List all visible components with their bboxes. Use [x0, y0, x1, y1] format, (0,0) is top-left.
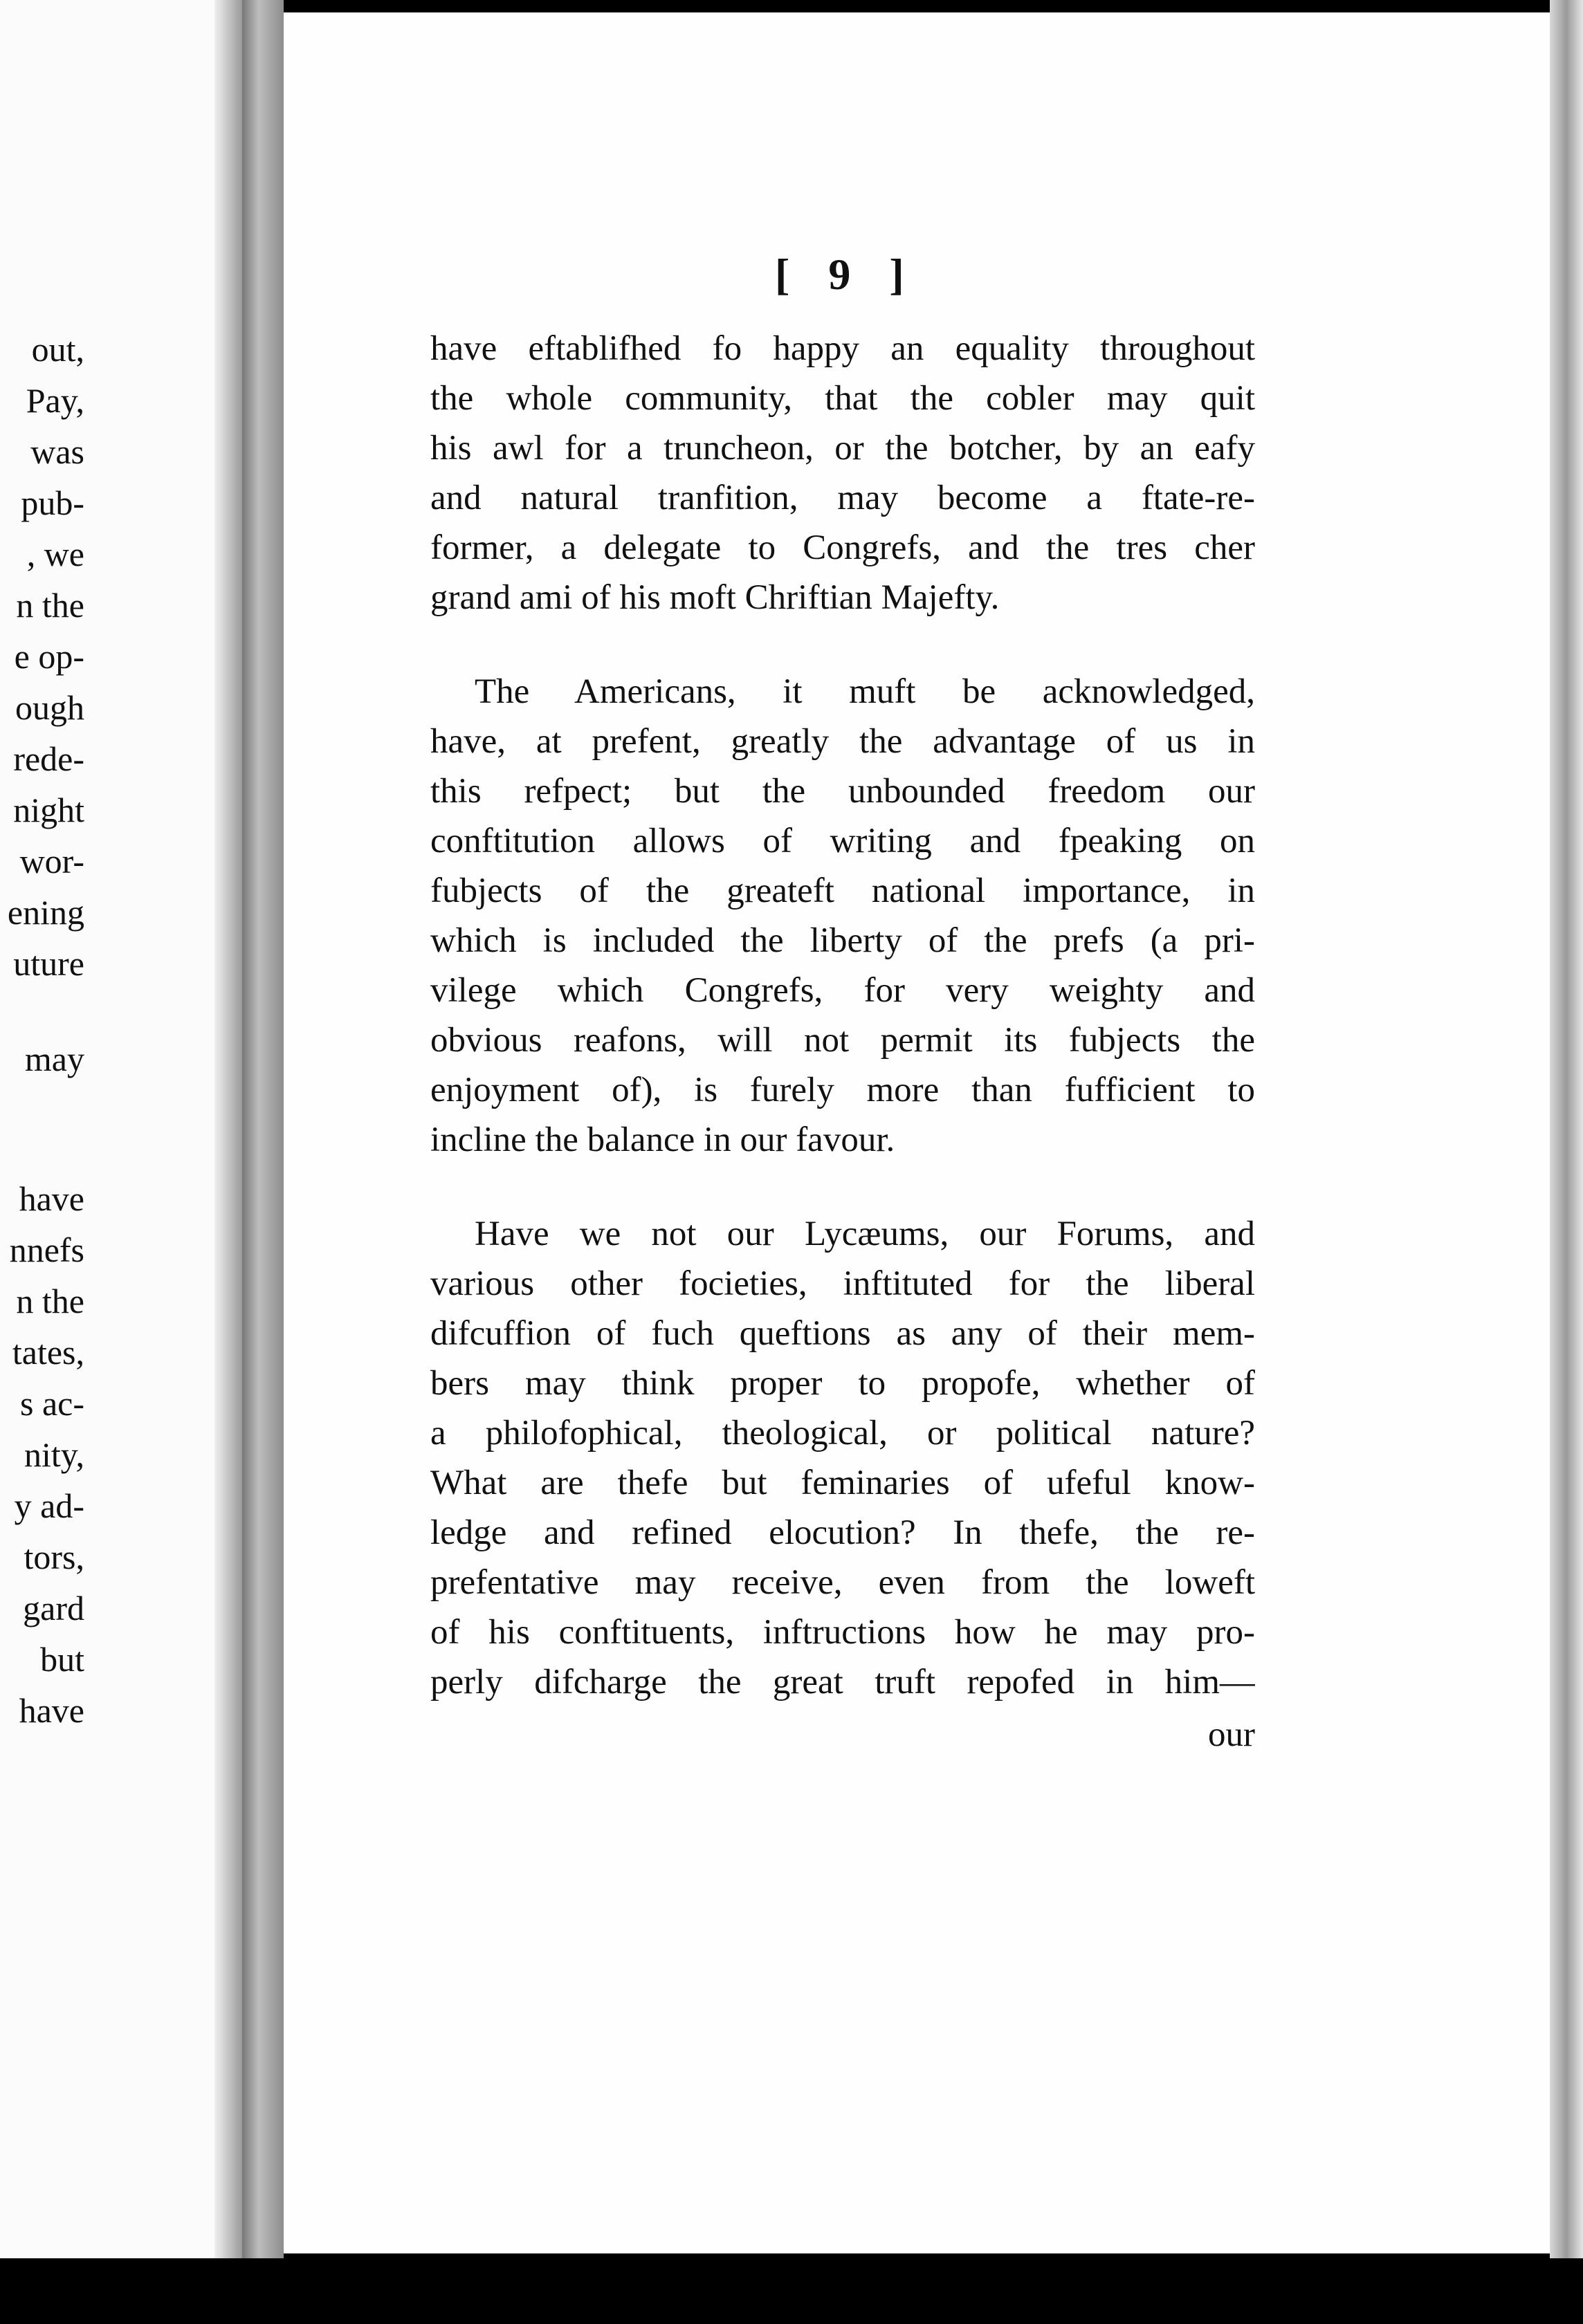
text-line: obvious reafons, will not permit its fubjects the	[430, 1021, 1255, 1060]
text-line: have, at prefent, greatly the advantage of us in	[430, 722, 1255, 761]
left-fragment-line: , we	[26, 535, 84, 573]
left-fragment-line: Pay,	[26, 381, 84, 420]
left-fragment-line: gard	[23, 1589, 84, 1627]
text-line: various other focieties, inftituted for the liberal	[430, 1264, 1255, 1303]
text-line: grand ami of his moft Chriftian Majefty.	[430, 578, 1000, 617]
left-fragment-line: have	[19, 1691, 84, 1730]
text-line: The Americans, it muft be acknowledged,	[475, 672, 1255, 711]
left-fragment-line: pub-	[21, 483, 84, 522]
text-line: former, a delegate to Congrefs, and the tres cher	[430, 528, 1255, 567]
left-page-text-fragments	[0, 324, 84, 1736]
text-line: prefentative may receive, even from the loweft	[430, 1563, 1255, 1602]
left-fragment-line: have	[19, 1179, 84, 1218]
left-fragment-line: n the	[16, 586, 84, 625]
left-fragment-line: nity,	[24, 1435, 84, 1474]
left-fragment-line: y ad-	[14, 1486, 84, 1525]
text-line: conftitution allows of writing and fpeaking on	[430, 822, 1255, 860]
text-line: fubjects of the greateft national importance, in	[430, 872, 1255, 910]
left-fragment-line: tates,	[12, 1333, 84, 1372]
left-fragment-line: ening	[7, 893, 84, 932]
page-number: [ 9 ]	[775, 250, 918, 299]
text-line: difcuffion of fuch queftions as any of their mem-	[430, 1314, 1255, 1353]
paragraph-3	[430, 1209, 1255, 1707]
page-edge	[1550, 0, 1583, 2324]
left-fragment-line: night	[13, 791, 84, 829]
text-line: of his conftituents, inftructions how he may pro-	[430, 1613, 1255, 1652]
left-fragment-line: may	[24, 1040, 84, 1078]
text-line: the whole community, that the cobler may quit	[430, 379, 1255, 418]
left-fragment-line: wor-	[19, 842, 84, 880]
text-line: enjoyment of), is furely more than fufficient to	[430, 1071, 1255, 1109]
text-line: a philofophical, theological, or political nature?	[430, 1414, 1255, 1452]
text-line: and natural tranfition, may become a ftate-re-	[430, 479, 1255, 517]
left-page	[0, 0, 242, 2269]
text-line: ledge and refined elocution? In thefe, the re-	[430, 1513, 1255, 1552]
left-fragment-line: uture	[13, 944, 84, 983]
text-line: have eftablifhed fo happy an equality throughout	[430, 329, 1255, 368]
text-line: vilege which Congrefs, for very weighty and	[430, 971, 1255, 1010]
book-gutter	[242, 0, 284, 2324]
left-fragment-line: rede-	[13, 739, 84, 778]
left-fragment-line: nnefs	[9, 1230, 84, 1269]
text-line: perly difcharge the great truft repofed in him—	[430, 1663, 1255, 1702]
left-fragment-line: was	[30, 432, 84, 471]
left-fragment-line: n the	[16, 1282, 84, 1320]
left-page-shadow	[214, 0, 242, 2269]
left-fragment-line: s ac-	[20, 1384, 84, 1423]
left-fragment-line: but	[40, 1640, 84, 1679]
left-fragment-line: tors,	[24, 1538, 84, 1576]
text-line: which is included the liberty of the prefs (a pri-	[430, 921, 1255, 960]
paragraph-1	[430, 324, 1255, 622]
left-fragment-line: e op-	[14, 637, 84, 676]
catchword: our	[1208, 1715, 1255, 1754]
paragraph-2	[430, 667, 1255, 1165]
text-line: What are thefe but feminaries of ufeful know-	[430, 1464, 1255, 1502]
body-text	[430, 324, 1255, 1760]
left-fragment-line: ough	[15, 688, 84, 727]
text-line: his awl for a truncheon, or the botcher, by an eafy	[430, 429, 1255, 468]
text-line: bers may think proper to propofe, whether of	[430, 1364, 1255, 1403]
text-line: incline the balance in our favour.	[430, 1120, 895, 1159]
text-line: this refpect; but the unbounded freedom our	[430, 772, 1255, 811]
text-line: Have we not our Lycæums, our Forums, and	[475, 1215, 1255, 1253]
scan-border	[0, 2258, 1583, 2324]
left-fragment-line: out,	[31, 330, 84, 369]
